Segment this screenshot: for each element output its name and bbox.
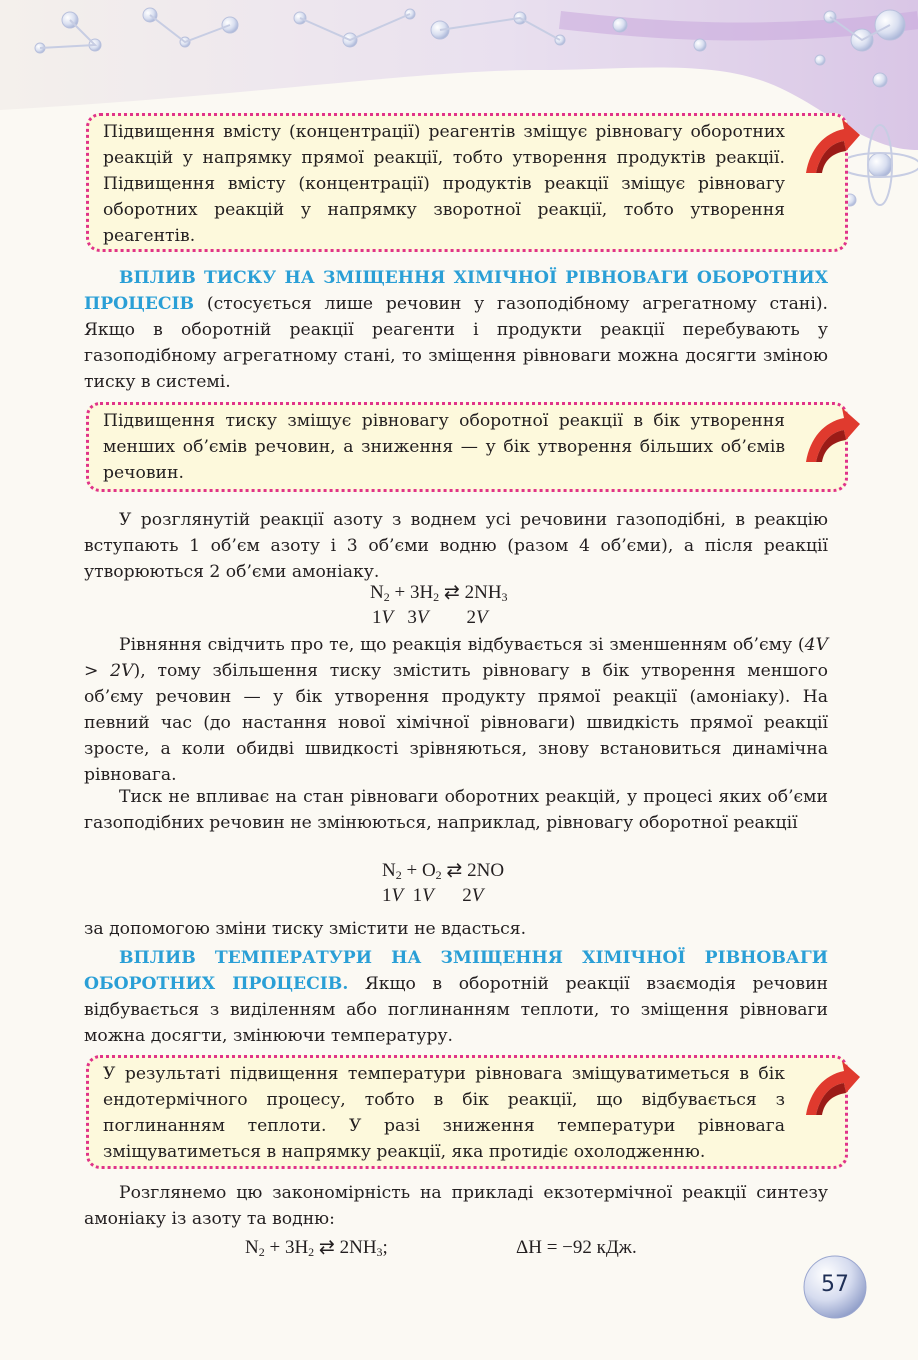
page-number: 57	[821, 1272, 849, 1297]
paragraph-equation-discussion: Рівняння свідчить про те, що реакція відбувається зі зменшенням об’єму (4V > 2V), тому збільшення тиску змістить рівновагу в бік утворення меншого об’єму речовин — у бік утворення продукту прямої реакції (амоніаку). На певний час (до настання нової хімічної рівноваги) швидкість прямої реакції зросте, а коли обидві швидкості зрівняються, знову встановиться динамічна рівновага.	[84, 635, 828, 785]
box-pressure-text: Підвищення тиску зміщує рівновагу оборотної реакції в бік утворення менших об’ємів речовин, а зниження — у бік утворення більших об’ємів речовин.	[103, 411, 785, 483]
equation-ammonia-synthesis: $N_2 + 3H_2$ ⇄ $2NH_3$	[370, 582, 508, 604]
box-temperature-text: У результаті підвищення температури рівновага зміщуватиметься в бік ендотермічного процесу, тобто в бік реакції, що відбувається з поглинанням теплоти. У разі зниження температури рівновага зміщуватиметься в напрямку реакції, яка протидіє охолодженню.	[103, 1064, 785, 1162]
equation-volumes-2: 1V 1V 2V	[382, 885, 484, 906]
temperature-section	[84, 945, 828, 1049]
page-number-badge	[802, 1254, 868, 1320]
pressure-section	[84, 265, 828, 395]
equation-volumes-1: 1V 3V 2V	[372, 607, 488, 628]
temperature-heading: ВПЛИВ ТЕМПЕРАТУРИ НА ЗМІЩЕННЯ ХІМІЧНОЇ РІВНОВАГИ ОБОРОТНИХ ПРОЦЕСІВ.	[84, 948, 828, 994]
equation-ammonia-enthalpy: $N_2 + 3H_2$ ⇄ $2NH_3$;	[245, 1237, 388, 1259]
highlight-box-concentration	[86, 113, 848, 252]
volume-comparison: 4V > 2V	[84, 635, 828, 681]
ribbon-arrow-icon	[800, 1057, 862, 1119]
ribbon-arrow-icon	[800, 404, 862, 466]
paragraph-ammonia-example: Розглянемо цю закономірність на прикладі екзотермічної реакції синтезу амоніаку із азоту та водню:	[84, 1183, 828, 1229]
highlight-box-pressure	[86, 402, 848, 492]
paragraph-pressure-no-effect: Тиск не впливає на стан рівноваги оборотних реакцій, у процесі яких об’єми газоподібних речовин не змінюються, наприклад, рівновагу оборотної реакції	[84, 787, 828, 833]
paragraph-nitrogen-volumes: У розглянутій реакції азоту з воднем усі речовини газоподібні, в реакцію вступають 1 об’єм азоту і 3 об’єми водню (разом 4 об’єми), а після реакції утворюються 2 об’єми амоніаку.	[84, 510, 828, 582]
box-concentration-text: Підвищення вмісту (концентрації) реагентів зміщує рівновагу оборотних реакцій у напрямку прямої реакції, тобто утворення продуктів реакції. Підвищення вмісту (концентрації) продуктів реакції зміщує рівновагу оборотних реакцій у напрямку зворотної реакції, тобто утворення реагентів.	[103, 122, 785, 246]
enthalpy-value: ΔH = −92 кДж.	[516, 1237, 637, 1258]
ribbon-arrow-icon	[800, 115, 862, 177]
temperature-intro-text: Якщо в оборотній реакції взаємодія речовин відбувається з виділенням або поглинанням теплоти, то зміщення рівноваги можна досягти, змінюючи температуру.	[84, 974, 828, 1046]
highlight-box-temperature	[86, 1055, 848, 1169]
pressure-intro-text: (стосується лише речовин у газоподібному агрегатному стані). Якщо в оборотній реакції реагенти і продукти реакції перебувають у газоподібному агрегатному стані, то зміщення рівноваги можна досягти зміною тиску в системі.	[84, 294, 828, 392]
pressure-heading: ВПЛИВ ТИСКУ НА ЗМІЩЕННЯ ХІМІЧНОЇ РІВНОВАГИ ОБОРОТНИХ ПРОЦЕСІВ	[84, 268, 828, 314]
paragraph-no-shift: за допомогою зміни тиску змістити не вдасться.	[84, 919, 527, 939]
equation-nitric-oxide: $N_2 + O_2$ ⇄ 2NO	[382, 860, 505, 882]
